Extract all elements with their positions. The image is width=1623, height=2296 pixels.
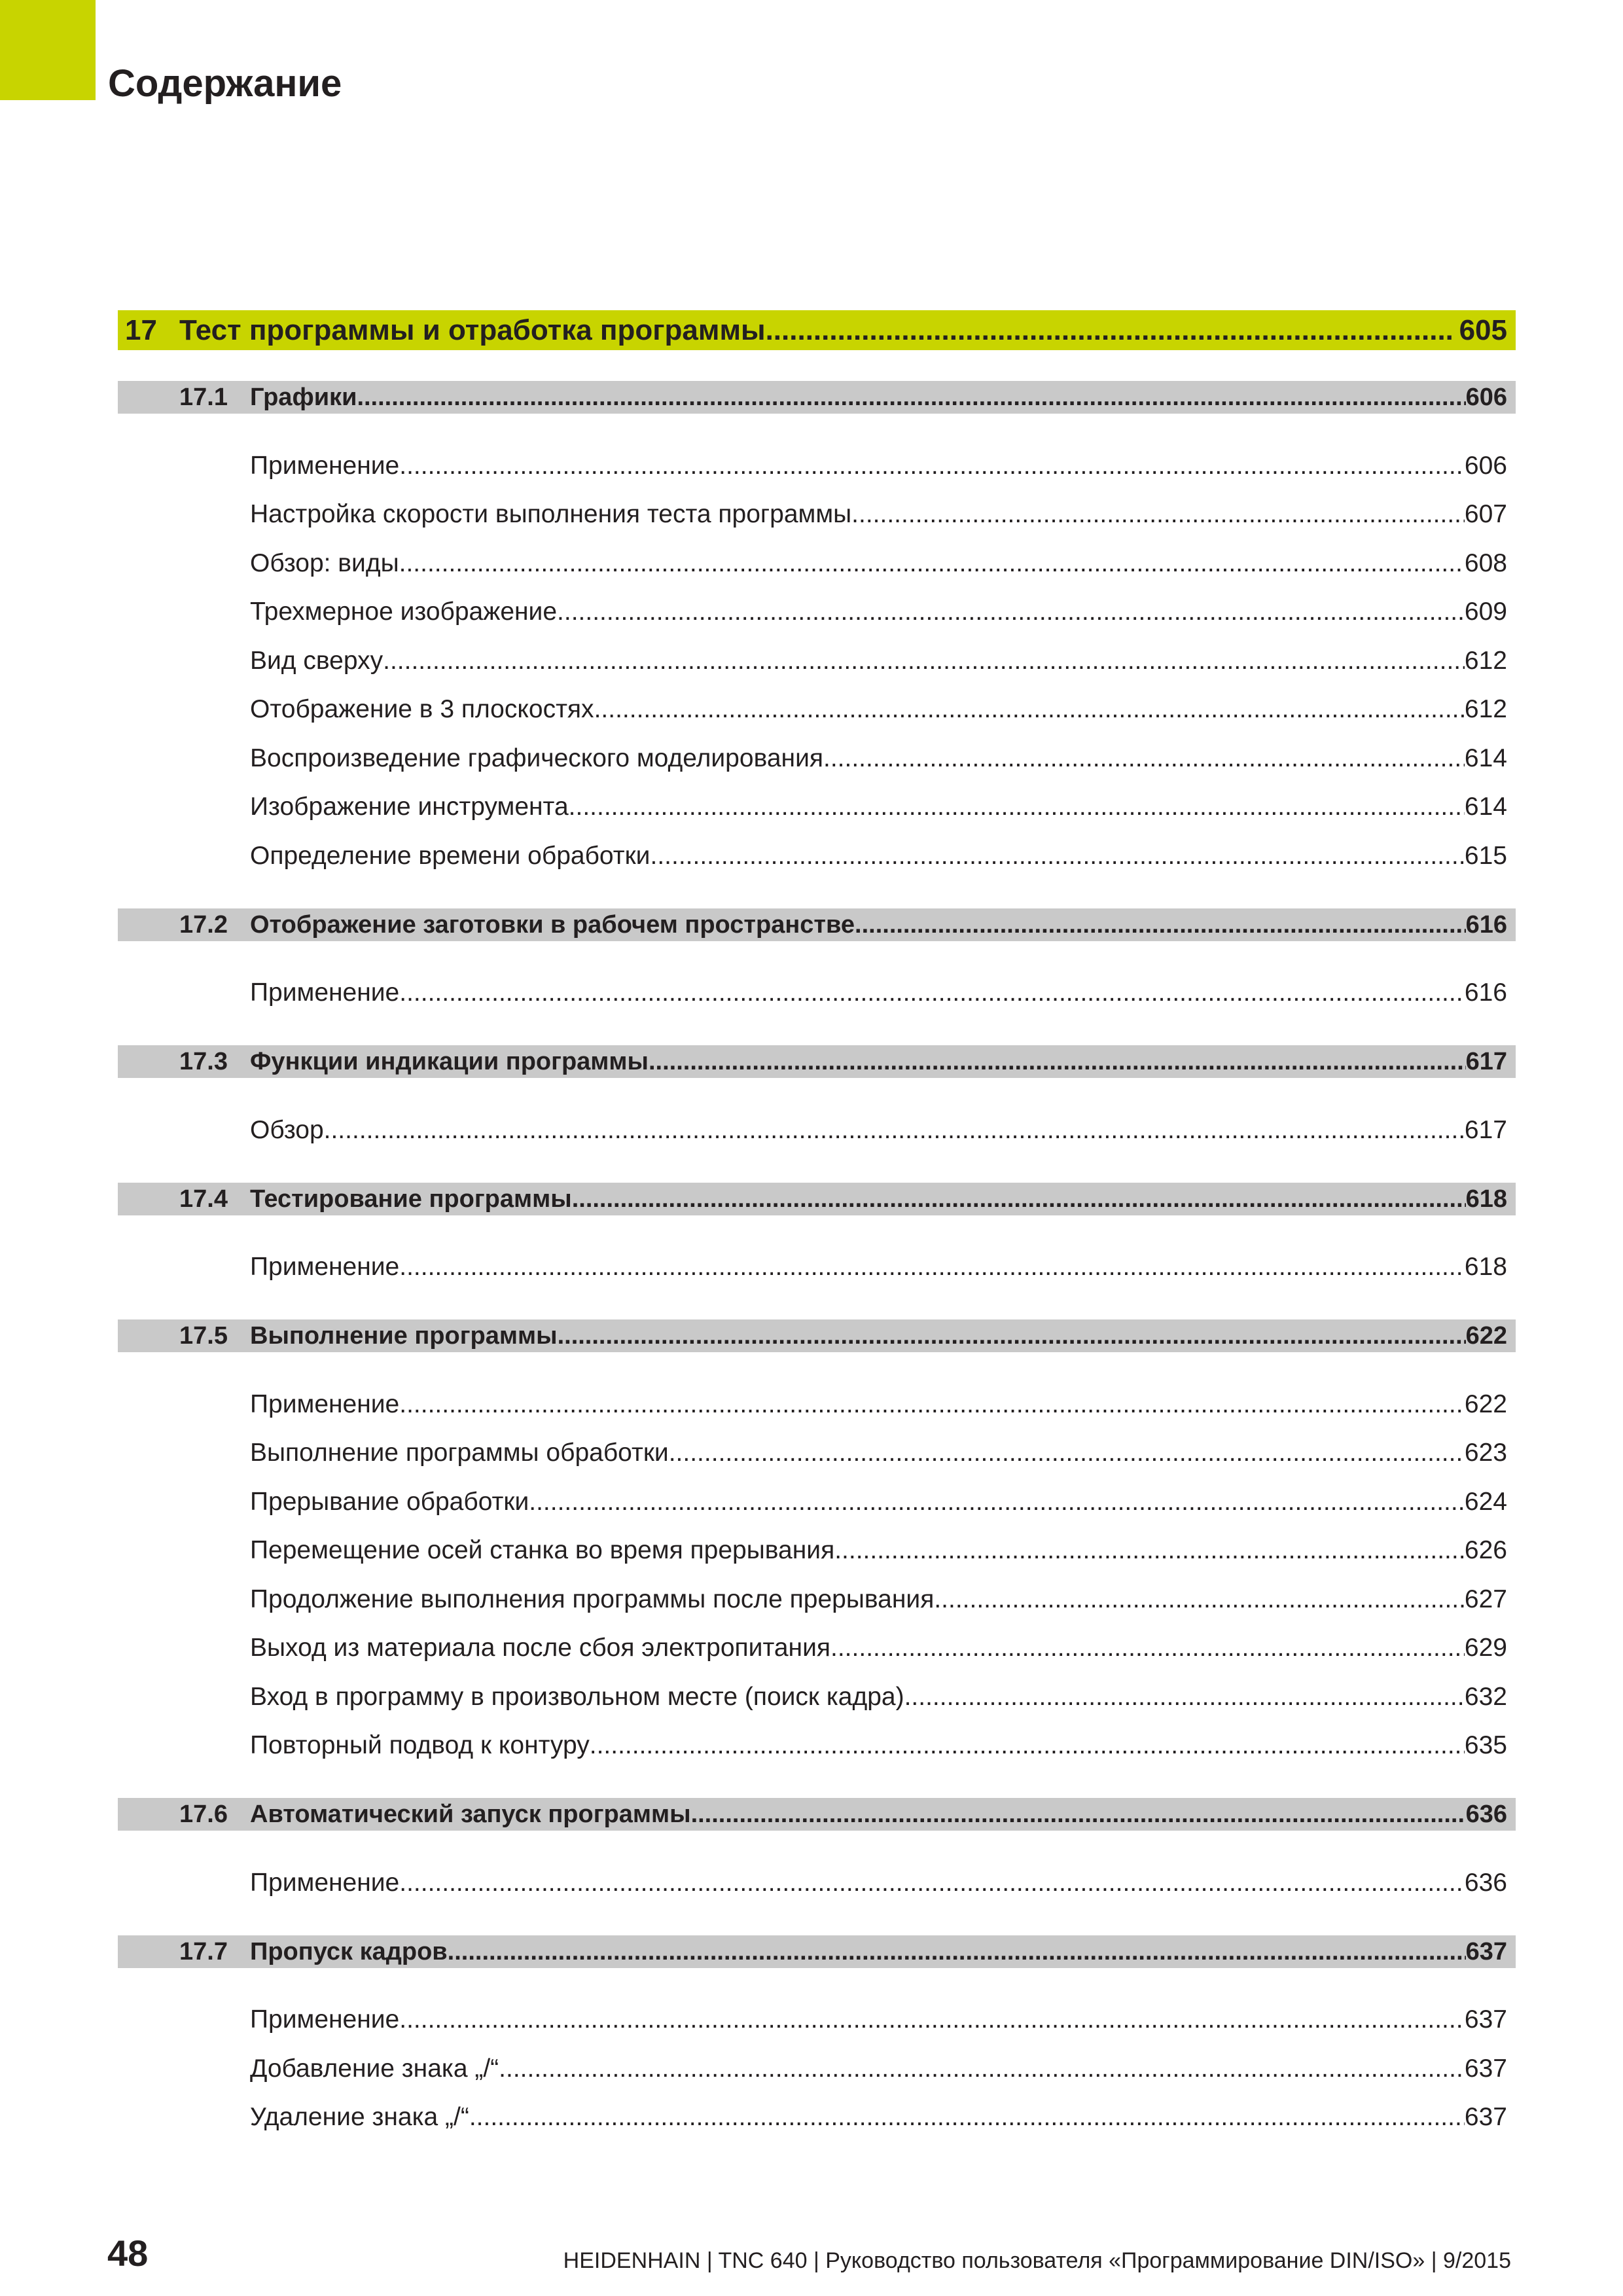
toc-entry: [118, 832, 1516, 881]
entry-title: Применение: [250, 1868, 400, 1897]
toc-section-row: [118, 1045, 1516, 1078]
toc-entry: [118, 1106, 1516, 1155]
section-number: 17.5: [179, 1322, 228, 1350]
entry-title: Продолжение выполнения программы после прерывания: [250, 1585, 935, 1613]
section-title: Тестирование программы: [250, 1185, 572, 1213]
section-entries: [118, 442, 1516, 881]
section-title: Функции индикации программы: [250, 1048, 649, 1075]
dot-leader: [399, 1380, 1465, 1429]
dot-leader: [830, 1624, 1465, 1673]
toc-entry: [118, 1575, 1516, 1624]
toc-section-row: [118, 1183, 1516, 1215]
toc-section-row: [118, 381, 1516, 414]
entry-title: Определение времени обработки: [250, 841, 651, 870]
toc-entry: [118, 442, 1516, 491]
entry-page-number: 612: [1464, 695, 1507, 723]
entry-title: Удаление знака „/“: [250, 2103, 469, 2131]
dot-leader: [529, 1478, 1465, 1527]
section-page-number: 618: [1465, 1185, 1507, 1213]
section-page-number: 616: [1465, 910, 1507, 939]
section-entries: [118, 1243, 1516, 1292]
dot-leader: [855, 908, 1466, 941]
dot-leader: [691, 1798, 1466, 1831]
dot-leader: [399, 969, 1465, 1018]
dot-leader: [399, 1996, 1465, 2045]
dot-leader: [557, 588, 1465, 637]
toc-section-row: [118, 1798, 1516, 1831]
toc-entry: [118, 1243, 1516, 1292]
entry-title: Воспроизведение графического моделирования: [250, 744, 823, 772]
toc-section-row: [118, 1935, 1516, 1968]
entry-title: Добавление знака „/“: [250, 2054, 499, 2083]
dot-leader: [669, 1429, 1465, 1478]
section-entries: [118, 1996, 1516, 2142]
toc-entry: [118, 490, 1516, 539]
entry-page-number: 632: [1464, 1682, 1507, 1711]
dot-leader: [399, 1243, 1465, 1292]
dot-leader: [558, 1319, 1466, 1352]
entry-page-number: 623: [1464, 1439, 1507, 1467]
toc-sections: [118, 381, 1516, 2142]
entry-title: Применение: [250, 1253, 400, 1281]
dot-leader: [499, 2045, 1465, 2094]
footer-page-number: 48: [107, 2233, 149, 2274]
section-number: 17.1: [179, 384, 228, 411]
entry-page-number: 627: [1464, 1585, 1507, 1613]
section-page-number: 637: [1465, 1937, 1507, 1965]
section-entries: [118, 969, 1516, 1018]
dot-leader: [934, 1575, 1465, 1624]
section-entries: [118, 1859, 1516, 1908]
entry-page-number: 626: [1464, 1536, 1507, 1564]
dot-leader: [448, 1935, 1466, 1968]
toc-entry: [118, 1380, 1516, 1429]
chapter-title: Тест программы и отработка программы: [179, 314, 766, 346]
entry-title: Настройка скорости выполнения теста программы: [250, 500, 852, 528]
toc-entry: [118, 969, 1516, 1018]
entry-page-number: 618: [1464, 1253, 1507, 1281]
section-number: 17.6: [179, 1801, 228, 1828]
accent-square: [0, 0, 96, 100]
toc-entry: [118, 685, 1516, 734]
toc-entry: [118, 637, 1516, 686]
toc-entry: [118, 1429, 1516, 1478]
section-title: Автоматический запуск программы: [250, 1801, 691, 1828]
toc-entry: [118, 588, 1516, 637]
page-title: Содержание: [108, 62, 342, 105]
toc-entry: [118, 783, 1516, 832]
dot-leader: [399, 442, 1465, 491]
entry-title: Прерывание обработки: [250, 1487, 529, 1516]
footer-text: HEIDENHAIN | TNC 640 | Руководство пользователя «Программирование DIN/ISO» | 9/2015: [563, 2248, 1511, 2273]
dot-leader: [649, 1045, 1466, 1078]
entry-page-number: 622: [1464, 1390, 1507, 1418]
toc-entry: [118, 734, 1516, 783]
dot-leader: [572, 1183, 1466, 1215]
section-page-number: 636: [1465, 1801, 1507, 1828]
section-number: 17.2: [179, 910, 228, 939]
toc-entry: [118, 2093, 1516, 2142]
dot-leader: [823, 734, 1465, 783]
toc-section-row: [118, 908, 1516, 941]
section-title: Графики: [250, 384, 357, 411]
entry-page-number: 636: [1464, 1868, 1507, 1897]
entry-title: Применение: [250, 1390, 400, 1418]
section-title: Выполнение программы: [250, 1322, 558, 1350]
toc-entry: [118, 1996, 1516, 2045]
entry-title: Применение: [250, 2005, 400, 2034]
toc-entry: [118, 2045, 1516, 2094]
entry-title: Применение: [250, 978, 400, 1007]
chapter-number: 17: [125, 314, 157, 346]
chapter-page-number: 605: [1459, 314, 1507, 346]
toc-entry: [118, 1673, 1516, 1722]
toc-entry: [118, 1859, 1516, 1908]
section-entries: [118, 1106, 1516, 1155]
entry-title: Трехмерное изображение: [250, 598, 558, 626]
dot-leader: [399, 539, 1465, 588]
toc-entry: [118, 1526, 1516, 1575]
entry-title: Обзор: виды: [250, 548, 399, 577]
entry-page-number: 606: [1464, 451, 1507, 480]
section-title: Отображение заготовки в рабочем пространстве: [250, 910, 855, 939]
dot-leader: [851, 490, 1465, 539]
toc-entry: [118, 1721, 1516, 1770]
entry-page-number: 614: [1464, 793, 1507, 821]
section-page-number: 617: [1465, 1048, 1507, 1075]
dot-leader: [594, 685, 1465, 734]
entry-title: Повторный подвод к контуру: [250, 1731, 590, 1759]
entry-page-number: 629: [1464, 1634, 1507, 1662]
section-entries: [118, 1380, 1516, 1770]
entry-page-number: 624: [1464, 1487, 1507, 1516]
entry-page-number: 635: [1464, 1731, 1507, 1759]
entry-title: Изображение инструмента: [250, 793, 569, 821]
dot-leader: [904, 1673, 1465, 1722]
entry-page-number: 616: [1464, 978, 1507, 1007]
entry-title: Вид сверху: [250, 646, 383, 675]
toc-entry: [118, 1624, 1516, 1673]
entry-title: Применение: [250, 451, 400, 480]
dot-leader: [383, 637, 1465, 686]
table-of-contents: [118, 310, 1516, 2142]
dot-leader: [650, 832, 1464, 881]
entry-title: Обзор: [250, 1115, 324, 1144]
dot-leader: [469, 2093, 1465, 2142]
entry-page-number: 617: [1464, 1115, 1507, 1144]
entry-title: Вход в программу в произвольном месте (поиск кадра): [250, 1682, 904, 1711]
dot-leader: [569, 783, 1465, 832]
toc-section-row: [118, 1319, 1516, 1352]
entry-page-number: 607: [1464, 500, 1507, 528]
entry-page-number: 637: [1464, 2054, 1507, 2083]
entry-title: Отображение в 3 плоскостях: [250, 695, 594, 723]
section-title: Пропуск кадров: [250, 1937, 448, 1965]
dot-leader: [324, 1106, 1465, 1155]
dot-leader: [357, 381, 1465, 414]
toc-entry: [118, 539, 1516, 588]
dot-leader: [766, 310, 1453, 350]
entry-page-number: 609: [1464, 598, 1507, 626]
section-number: 17.4: [179, 1185, 228, 1213]
dot-leader: [399, 1859, 1465, 1908]
toc-entry: [118, 1478, 1516, 1527]
entry-title: Выход из материала после сбоя электропитания: [250, 1634, 831, 1662]
dot-leader: [590, 1721, 1465, 1770]
section-page-number: 606: [1465, 384, 1507, 411]
section-number: 17.7: [179, 1937, 228, 1965]
entry-page-number: 612: [1464, 646, 1507, 675]
dot-leader: [834, 1526, 1465, 1575]
entry-page-number: 615: [1464, 841, 1507, 870]
entry-page-number: 637: [1464, 2103, 1507, 2131]
entry-page-number: 637: [1464, 2005, 1507, 2034]
entry-page-number: 614: [1464, 744, 1507, 772]
section-number: 17.3: [179, 1048, 228, 1075]
entry-title: Перемещение осей станка во время прерывания: [250, 1536, 835, 1564]
entry-page-number: 608: [1464, 548, 1507, 577]
toc-chapter-row: [118, 310, 1516, 350]
section-page-number: 622: [1465, 1322, 1507, 1350]
entry-title: Выполнение программы обработки: [250, 1439, 669, 1467]
